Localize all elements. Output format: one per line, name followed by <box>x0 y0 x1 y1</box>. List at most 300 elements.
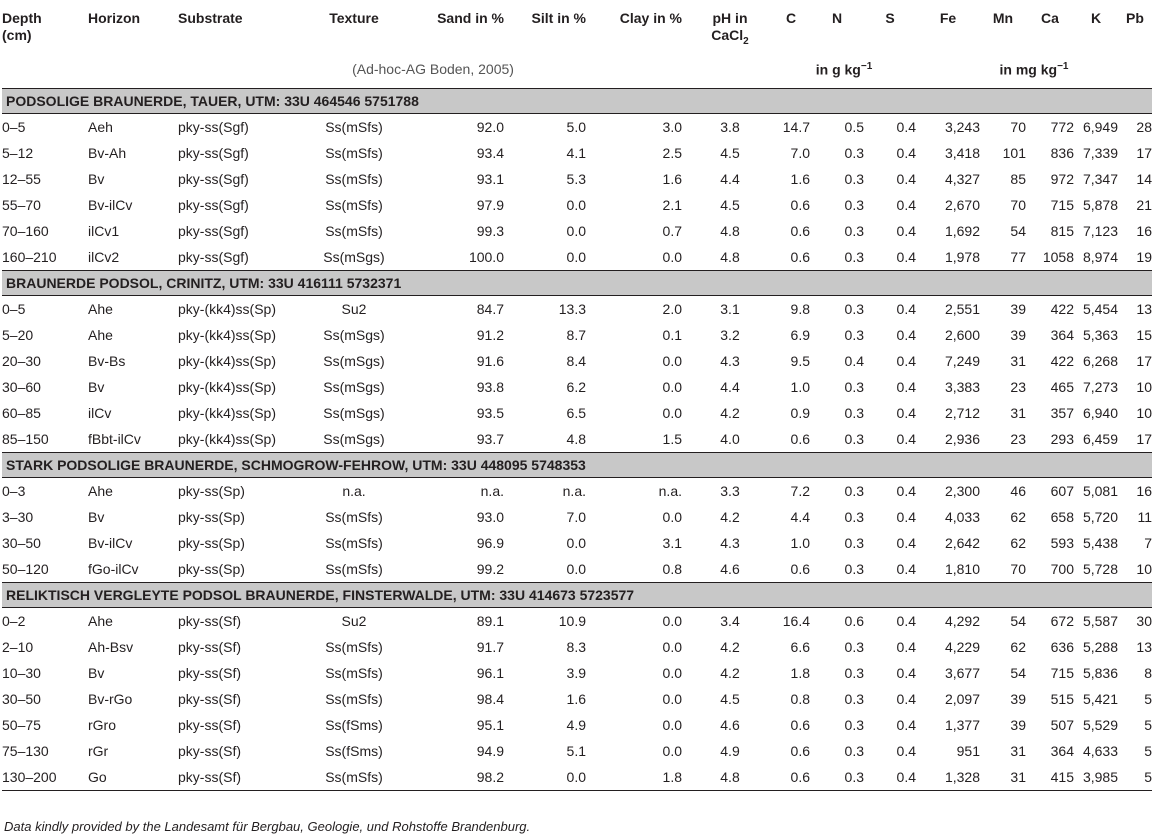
cell-substrate: pky-ss(Sgf) <box>178 196 249 213</box>
cell-pb: 19 <box>1136 248 1152 265</box>
cell-fe: 2,097 <box>944 690 980 707</box>
section-header-row <box>2 582 1152 607</box>
cell-k: 6,940 <box>1082 404 1118 421</box>
cell-silt: 8.4 <box>566 352 586 369</box>
cell-substrate: pky-ss(Sf) <box>178 612 241 629</box>
cell-n: 0.5 <box>844 118 864 135</box>
table-row <box>2 218 1152 244</box>
table-row <box>2 244 1152 271</box>
cell-sand: n.a. <box>480 482 504 499</box>
cell-fe: 2,936 <box>944 430 980 447</box>
cell-fe: 4,229 <box>944 638 980 655</box>
cell-mn: 23 <box>1010 430 1026 447</box>
cell-mn: 39 <box>1010 690 1026 707</box>
cell-ca: 357 <box>1050 404 1074 421</box>
cell-silt: 0.0 <box>566 534 586 551</box>
cell-n: 0.6 <box>844 612 864 629</box>
header-n: N <box>831 10 843 26</box>
cell-horizon: rGro <box>88 716 116 733</box>
cell-s: 0.4 <box>896 716 916 733</box>
table-row <box>2 477 1152 504</box>
cell-c: 7.0 <box>790 144 810 161</box>
cell-s: 0.4 <box>896 664 916 681</box>
cell-ph: 4.5 <box>720 196 740 213</box>
cell-c: 6.6 <box>790 638 810 655</box>
cell-clay: 2.0 <box>662 300 682 317</box>
cell-depth: 12–55 <box>2 170 41 187</box>
header-silt: Silt in % <box>531 10 586 26</box>
header-c: C <box>785 10 797 26</box>
cell-substrate: pky-ss(Sgf) <box>178 248 249 265</box>
cell-n: 0.3 <box>844 222 864 239</box>
cell-n: 0.3 <box>844 404 864 421</box>
cell-horizon: Bv-ilCv <box>88 534 133 551</box>
cell-texture: n.a. <box>342 482 366 499</box>
cell-s: 0.4 <box>896 508 916 525</box>
cell-ca: 593 <box>1050 534 1074 551</box>
cell-n: 0.3 <box>810 764 864 791</box>
cell-texture: Ss(mSgs) <box>323 404 385 421</box>
table-row <box>2 764 1152 791</box>
cell-sand: 91.2 <box>476 326 504 343</box>
cell-s: 0.4 <box>896 144 916 161</box>
table-row <box>2 374 1152 400</box>
cell-mn: 54 <box>1010 222 1026 239</box>
cell-substrate: pky-ss(Sf) <box>178 690 241 707</box>
cell-n: 0.3 <box>844 196 864 213</box>
cell-clay: n.a. <box>658 482 682 499</box>
cell-texture: Ss(mSgs) <box>323 430 385 447</box>
cell-depth: 30–50 <box>2 534 41 551</box>
cell-silt: 0.0 <box>566 560 586 577</box>
cell-depth: 3–30 <box>2 508 34 525</box>
cell-ph: 4.4 <box>720 378 740 395</box>
cell-mn: 62 <box>1010 534 1026 551</box>
cell-ph: 4.8 <box>688 764 772 791</box>
cell-c: 16.4 <box>782 612 810 629</box>
cell-fe: 2,551 <box>944 300 980 317</box>
section-title: STARK PODSOLIGE BRAUNERDE, SCHMOGROW-FEHROW, UTM: 33U 448095 5748353 <box>2 452 1152 477</box>
cell-horizon: rGr <box>88 742 109 759</box>
cell-silt: 6.5 <box>566 404 586 421</box>
cell-ca: 507 <box>1050 716 1074 733</box>
cell-substrate: pky-ss(Sf) <box>178 664 241 681</box>
cell-c: 0.6 <box>790 560 810 577</box>
header-fe: Fe <box>939 10 957 26</box>
table-row <box>2 322 1152 348</box>
cell-horizon: ilCv <box>88 404 112 421</box>
cell-n: 0.3 <box>844 560 864 577</box>
table-row <box>2 400 1152 426</box>
table-body <box>2 88 1152 790</box>
cell-horizon: Bv-ilCv <box>88 196 133 213</box>
cell-ph: 4.3 <box>720 534 740 551</box>
cell-n: 0.3 <box>844 742 864 759</box>
cell-depth: 50–75 <box>2 716 41 733</box>
cell-pb: 17 <box>1136 430 1152 447</box>
header-row <box>2 6 1152 50</box>
cell-k: 5,081 <box>1082 482 1118 499</box>
cell-substrate: pky-ss(Sgf) <box>178 222 249 239</box>
cell-k: 6,459 <box>1082 430 1118 447</box>
cell-k: 5,363 <box>1082 326 1118 343</box>
cell-sand: 93.0 <box>476 508 504 525</box>
table-row <box>2 113 1152 140</box>
cell-n: 0.3 <box>844 534 864 551</box>
cell-c: 7.2 <box>790 482 810 499</box>
cell-c: 0.6 <box>790 742 810 759</box>
section-header-row <box>2 270 1152 295</box>
cell-k: 5,454 <box>1082 300 1118 317</box>
cell-silt: 4.9 <box>566 716 586 733</box>
table-row <box>2 504 1152 530</box>
cell-c: 0.6 <box>790 222 810 239</box>
cell-clay: 0.0 <box>662 404 682 421</box>
cell-k: 7,339 <box>1082 144 1118 161</box>
cell-c: 0.6 <box>790 248 810 265</box>
cell-sand: 99.3 <box>476 222 504 239</box>
cell-clay: 0.0 <box>662 742 682 759</box>
cell-sand: 93.5 <box>476 404 504 421</box>
cell-silt: 4.8 <box>566 430 586 447</box>
cell-texture: Ss(mSfs) <box>325 534 383 551</box>
cell-substrate: pky-ss(Sp) <box>178 508 245 525</box>
table-row <box>2 712 1152 738</box>
cell-fe: 2,600 <box>944 326 980 343</box>
table-row <box>2 348 1152 374</box>
cell-silt: n.a. <box>562 482 586 499</box>
table-row <box>2 295 1152 322</box>
cell-depth: 2–10 <box>2 638 34 655</box>
cell-ca: 772 <box>1050 118 1074 135</box>
cell-ph: 4.5 <box>720 690 740 707</box>
cell-s: 0.4 <box>896 352 916 369</box>
cell-fe: 4,033 <box>944 508 980 525</box>
cell-horizon: ilCv1 <box>88 222 120 239</box>
cell-substrate: pky-ss(Sp) <box>178 560 245 577</box>
cell-texture: Ss(mSfs) <box>325 222 383 239</box>
cell-ca: 1058 <box>1042 248 1074 265</box>
cell-silt: 1.6 <box>566 690 586 707</box>
cell-pb: 10 <box>1136 404 1152 421</box>
cell-s: 0.4 <box>896 404 916 421</box>
cell-silt: 0.0 <box>566 196 586 213</box>
cell-ph: 3.8 <box>720 118 740 135</box>
cell-s: 0.4 <box>896 638 916 655</box>
cell-s: 0.4 <box>896 326 916 343</box>
cell-sand: 93.4 <box>476 144 504 161</box>
table-row <box>2 166 1152 192</box>
cell-depth: 0–5 <box>2 300 26 317</box>
cell-clay: 0.0 <box>662 638 682 655</box>
cell-texture: Ss(mSfs) <box>325 664 383 681</box>
cell-c: 9.8 <box>790 300 810 317</box>
table-row <box>2 686 1152 712</box>
cell-ph: 4.5 <box>720 144 740 161</box>
cell-horizon: Bv <box>88 508 105 525</box>
cell-c: 0.6 <box>790 716 810 733</box>
section-title: BRAUNERDE PODSOL, CRINITZ, UTM: 33U 416111 5732371 <box>2 270 1152 295</box>
cell-pb: 21 <box>1136 196 1152 213</box>
cell-fe: 1,810 <box>944 560 980 577</box>
cell-ph: 4.2 <box>720 508 740 525</box>
cell-k: 5,720 <box>1082 508 1118 525</box>
cell-silt: 0.0 <box>510 764 592 791</box>
cell-fe: 2,300 <box>944 482 980 499</box>
cell-k: 6,949 <box>1082 118 1118 135</box>
cell-n: 0.3 <box>844 638 864 655</box>
cell-silt: 5.1 <box>566 742 586 759</box>
header-texture: Texture <box>329 10 379 26</box>
table-row <box>2 192 1152 218</box>
cell-ph: 4.2 <box>720 404 740 421</box>
cell-depth: 130–200 <box>2 764 84 791</box>
cell-ph: 4.9 <box>720 742 740 759</box>
cell-texture: Ss(mSgs) <box>323 326 385 343</box>
table-row <box>2 738 1152 764</box>
cell-fe: 7,249 <box>944 352 980 369</box>
cell-pb: 17 <box>1136 144 1152 161</box>
cell-horizon: Aeh <box>88 118 113 135</box>
cell-substrate: pky-ss(Sgf) <box>178 144 249 161</box>
cell-horizon: Bv <box>88 378 105 395</box>
table-row <box>2 140 1152 166</box>
cell-fe: 1,692 <box>944 222 980 239</box>
cell-s: 0.4 <box>896 612 916 629</box>
cell-ca: 293 <box>1050 430 1074 447</box>
cell-clay: 0.0 <box>662 378 682 395</box>
cell-depth: 5–12 <box>2 144 34 161</box>
cell-texture: Ss(mSfs) <box>302 764 406 791</box>
cell-n: 0.4 <box>844 352 864 369</box>
cell-ca: 364 <box>1050 742 1074 759</box>
cell-depth: 160–210 <box>2 248 57 265</box>
cell-horizon: Ahe <box>88 482 113 499</box>
cell-ca: 415 <box>1026 764 1074 791</box>
cell-depth: 30–50 <box>2 690 41 707</box>
cell-ph: 4.2 <box>720 664 740 681</box>
cell-c: 1.0 <box>790 534 810 551</box>
cell-clay: 2.1 <box>662 196 682 213</box>
cell-ca: 836 <box>1050 144 1074 161</box>
cell-pb: 30 <box>1136 612 1152 629</box>
cell-sand: 100.0 <box>468 248 504 265</box>
cell-clay: 2.5 <box>662 144 682 161</box>
cell-silt: 3.9 <box>566 664 586 681</box>
cell-fe: 2,712 <box>944 404 980 421</box>
cell-pb: 10 <box>1136 560 1152 577</box>
cell-ca: 422 <box>1050 352 1074 369</box>
cell-mn: 31 <box>980 764 1026 791</box>
cell-mn: 101 <box>1002 144 1026 161</box>
cell-horizon: Ahe <box>88 612 113 629</box>
cell-pb: 13 <box>1136 638 1152 655</box>
cell-sand: 93.8 <box>476 378 504 395</box>
cell-pb: 14 <box>1136 170 1152 187</box>
cell-c: 4.4 <box>790 508 810 525</box>
cell-texture: Ss(fSms) <box>325 716 383 733</box>
cell-ph: 3.2 <box>720 326 740 343</box>
cell-depth: 0–5 <box>2 118 26 135</box>
cell-sand: 95.1 <box>476 716 504 733</box>
cell-substrate: pky-(kk4)ss(Sp) <box>178 404 277 421</box>
cell-pb: 28 <box>1136 118 1152 135</box>
cell-texture: Ss(mSgs) <box>323 352 385 369</box>
cell-silt: 0.0 <box>566 222 586 239</box>
cell-fe: 3,243 <box>944 118 980 135</box>
cell-sand: 94.9 <box>476 742 504 759</box>
cell-k: 7,347 <box>1082 170 1118 187</box>
cell-k: 5,836 <box>1082 664 1118 681</box>
cell-clay: 0.0 <box>662 508 682 525</box>
cell-fe: 1,328 <box>916 764 980 791</box>
cell-clay: 0.0 <box>662 664 682 681</box>
cell-s: 0.4 <box>896 170 916 187</box>
cell-clay: 0.0 <box>662 248 682 265</box>
cell-pb: 17 <box>1136 352 1152 369</box>
cell-substrate: pky-ss(Sf) <box>178 716 241 733</box>
cell-sand: 96.9 <box>476 534 504 551</box>
cell-horizon: Bv <box>88 170 105 187</box>
cell-mn: 46 <box>1010 482 1026 499</box>
cell-n: 0.3 <box>844 378 864 395</box>
cell-s: 0.4 <box>896 482 916 499</box>
cell-ph: 3.3 <box>720 482 740 499</box>
cell-texture: Ss(mSfs) <box>325 690 383 707</box>
table-row <box>2 556 1152 583</box>
cell-clay: 0.0 <box>662 612 682 629</box>
cell-c: 0.6 <box>790 430 810 447</box>
header-units-row <box>2 50 1152 89</box>
cell-c: 0.6 <box>772 764 810 791</box>
cell-pb: 5 <box>1144 742 1152 759</box>
cell-mn: 54 <box>1010 612 1026 629</box>
cell-fe: 4,327 <box>944 170 980 187</box>
cell-sand: 93.7 <box>476 430 504 447</box>
cell-s: 0.4 <box>896 534 916 551</box>
cell-ca: 422 <box>1050 300 1074 317</box>
cell-clay: 3.0 <box>662 118 682 135</box>
cell-pb: 5 <box>1144 690 1152 707</box>
cell-silt: 7.0 <box>566 508 586 525</box>
cell-horizon: Bv <box>88 664 105 681</box>
cell-k: 8,974 <box>1082 248 1118 265</box>
cell-horizon: Go <box>84 764 178 791</box>
cell-pb: 8 <box>1144 664 1152 681</box>
cell-fe: 2,642 <box>944 534 980 551</box>
cell-substrate: pky-ss(Sp) <box>178 482 245 499</box>
cell-clay: 0.0 <box>662 352 682 369</box>
cell-mn: 39 <box>1010 716 1026 733</box>
cell-s: 0.4 <box>896 222 916 239</box>
cell-n: 0.3 <box>844 144 864 161</box>
cell-fe: 1,377 <box>944 716 980 733</box>
unit-g-per-kg: in g $kg^{-1}$ <box>772 50 916 89</box>
cell-clay: 0.7 <box>662 222 682 239</box>
header-depth: Depth (cm) <box>2 10 42 43</box>
cell-k: 3,985 <box>1074 764 1118 791</box>
cell-horizon: Bv-Bs <box>88 352 126 369</box>
cell-k: 6,268 <box>1082 352 1118 369</box>
cell-sand: 84.7 <box>476 300 504 317</box>
header-clay: Clay in % <box>619 10 682 26</box>
cell-c: 6.9 <box>790 326 810 343</box>
cell-substrate: pky-ss(Sf) <box>178 764 302 791</box>
cell-k: 5,587 <box>1082 612 1118 629</box>
cell-texture: Su2 <box>341 300 367 317</box>
cell-s: 0.4 <box>896 196 916 213</box>
cell-n: 0.3 <box>844 690 864 707</box>
cell-fe: 3,383 <box>944 378 980 395</box>
cell-clay: 0.8 <box>662 560 682 577</box>
cell-sand: 96.1 <box>476 664 504 681</box>
cell-sand: 93.1 <box>476 170 504 187</box>
cell-texture: Su2 <box>341 612 367 629</box>
table-row <box>2 634 1152 660</box>
cell-k: 5,728 <box>1082 560 1118 577</box>
cell-mn: 31 <box>1010 742 1026 759</box>
cell-mn: 39 <box>1010 300 1026 317</box>
header-horizon: Horizon <box>88 10 141 26</box>
cell-horizon: Bv-Ah <box>88 144 127 161</box>
cell-horizon: Ahe <box>88 326 113 343</box>
cell-texture: Ss(mSfs) <box>325 560 383 577</box>
header-sand: Sand in % <box>437 10 504 26</box>
header-ph: pH in CaCl$_2$ <box>711 10 749 47</box>
cell-n: 0.3 <box>844 326 864 343</box>
cell-ca: 715 <box>1050 196 1074 213</box>
cell-n: 0.3 <box>844 716 864 733</box>
cell-ph: 4.6 <box>720 560 740 577</box>
cell-c: 9.5 <box>790 352 810 369</box>
section-title: PODSOLIGE BRAUNERDE, TAUER, UTM: 33U 464546 5751788 <box>2 88 1152 113</box>
cell-s: 0.4 <box>896 300 916 317</box>
cell-mn: 70 <box>1010 118 1026 135</box>
cell-depth: 50–120 <box>2 560 49 577</box>
cell-depth: 60–85 <box>2 404 41 421</box>
cell-substrate: pky-ss(Sgf) <box>178 170 249 187</box>
cell-mn: 62 <box>1010 508 1026 525</box>
cell-mn: 70 <box>1010 196 1026 213</box>
cell-horizon: ilCv2 <box>88 248 120 265</box>
cell-texture: Ss(mSgs) <box>323 378 385 395</box>
cell-k: 7,273 <box>1082 378 1118 395</box>
cell-c: 14.7 <box>782 118 810 135</box>
cell-silt: 6.2 <box>566 378 586 395</box>
cell-pb: 13 <box>1136 300 1152 317</box>
cell-substrate: pky-ss(Sf) <box>178 742 241 759</box>
cell-silt: 13.3 <box>558 300 586 317</box>
cell-substrate: pky-ss(Sp) <box>178 534 245 551</box>
cell-s: 0.4 <box>864 764 916 791</box>
cell-substrate: pky-(kk4)ss(Sp) <box>178 378 277 395</box>
cell-ph: 4.3 <box>720 352 740 369</box>
cell-depth: 70–160 <box>2 222 49 239</box>
cell-texture: Ss(mSfs) <box>325 508 383 525</box>
cell-depth: 30–60 <box>2 378 41 395</box>
cell-ca: 515 <box>1050 690 1074 707</box>
cell-horizon: fGo-ilCv <box>88 560 139 577</box>
cell-depth: 0–2 <box>2 612 26 629</box>
cell-ca: 465 <box>1050 378 1074 395</box>
cell-texture: Ss(mSfs) <box>325 638 383 655</box>
cell-clay: 0.0 <box>662 716 682 733</box>
cell-depth: 55–70 <box>2 196 41 213</box>
cell-substrate: pky-(kk4)ss(Sp) <box>178 326 277 343</box>
cell-mn: 54 <box>1010 664 1026 681</box>
cell-depth: 85–150 <box>2 430 49 447</box>
cell-s: 0.4 <box>896 560 916 577</box>
